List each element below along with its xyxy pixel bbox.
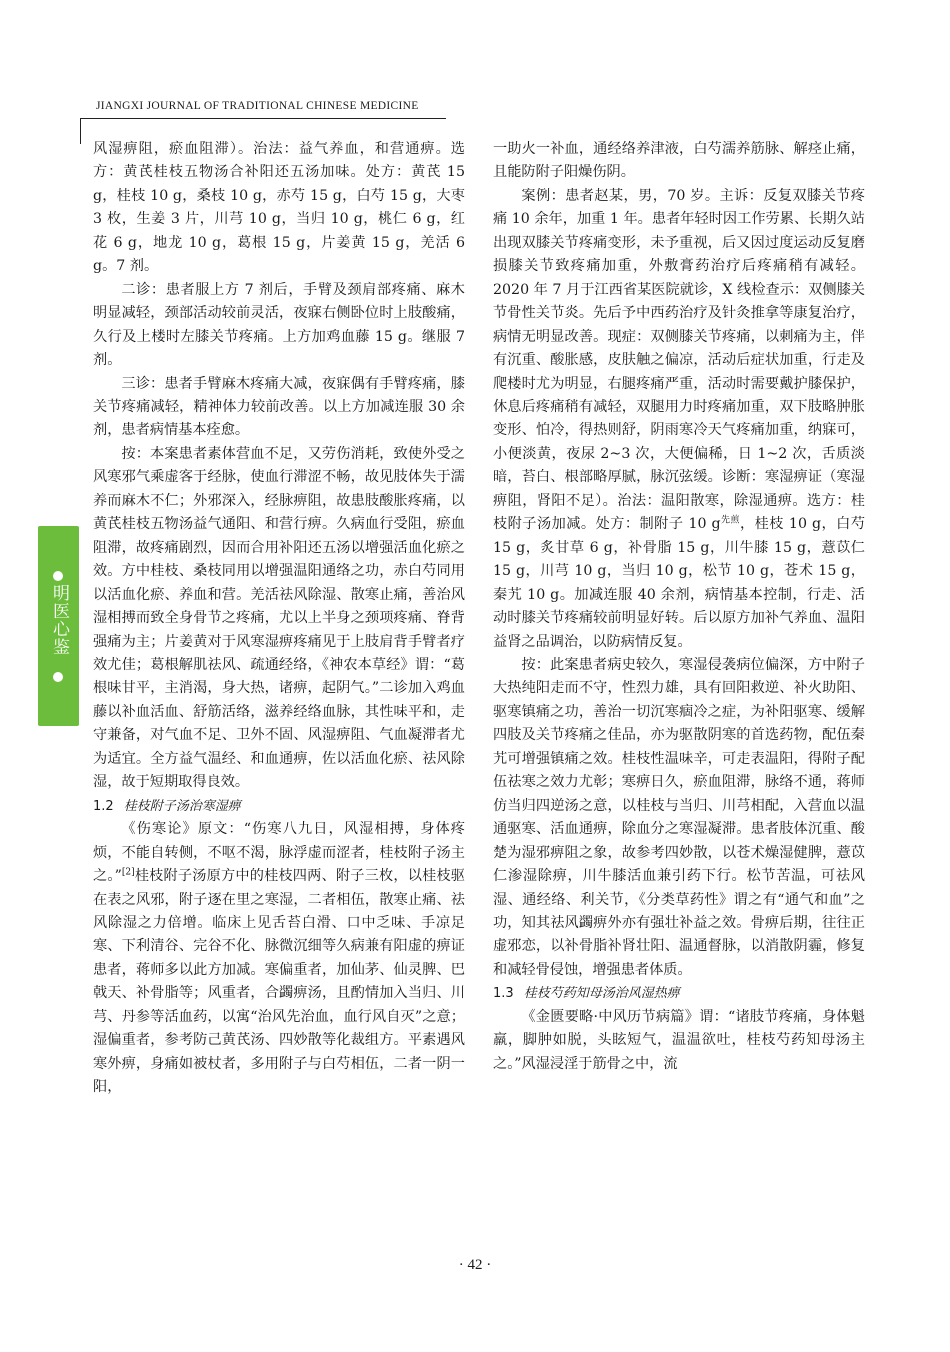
paragraph-text: 案例：患者赵某，男，70 岁。主诉：反复双膝关节疼痛 10 余年，加重 1 年。患者年轻时因工作劳累、长期久站出现双膝关节疼痛变形，未予重视，后又因过度运动反复磨损膝关节致疼痛加重，外敷膏药治疗后疼痛稍有减轻。2020 年 7 月于江西省某医院就诊，X 线检查示：双侧膝关节骨性关节炎。先后予中西药治疗及针灸推拿等康复治疗，病情无明显改善。现症：双侧膝关节疼痛，以刺痛为主，伴有沉重、酸胀感，皮肤触之偏凉，活动后症状加重，行走及爬楼时尤为明显，右腿疼痛严重，活动时需要戴护膝保护，休息后疼痛稍有减轻，双腿用力时疼痛加重，双下肢略肿胀变形、怕冷，得热则舒，阴雨寒冷天气疼痛加重，纳寐可，小便淡黄，夜尿 2~3 次，大便偏稀，日 1~2 次，舌质淡暗，苔白、根部略厚腻，脉沉弦缓。诊断：寒湿痹证（寒湿痹阻，肾阳不足）。治法：温阳散寒，除湿通痹。选方：桂枝附子汤加减。处方：制附子 10 g — [493, 187, 865, 533]
right-column — [493, 138, 865, 1076]
journal-header: JIANGXI JOURNAL OF TRADITIONAL CHINESE MEDICINE — [96, 100, 419, 112]
header-rule — [80, 118, 446, 119]
paragraph: 风湿痹阻，瘀血阻滞）。治法：益气养血，和营通痹。选方：黄芪桂枝五物汤合补阳还五汤加味。处方：黄芪 15 g，桂枝 10 g，桑枝 10 g，赤芍 15 g，白芍 15 g，大枣 3 枚，生姜 3 片，川芎 10 g，当归 10 g，桃仁 6 g，红花 6 g，地龙 10 g，葛根 15 g，片姜黄 15 g，羌活 6 g。7 剂。 — [93, 141, 465, 275]
paragraph: 按：此案患者病史较久，寒湿侵袭病位偏深，方中附子大热纯阳走而不守，性烈力雄，具有回阳救逆、补火助阳、驱寒镇痛之功，善治一切沉寒痼冷之症，为补阳驱寒、缓解四肢及关节疼痛之佳品，亦为驱散阴寒的首选药物，配伍秦艽可增强镇痛之效。桂枝性温味辛，可走表温阳，得附子配伍祛寒之效力尤彰；寒痹日久，瘀血阻滞，脉络不通，蒋师仿当归四逆汤之意，以桂枝与当归、川芎相配，入营血以温通驱寒、活血通痹，除血分之寒湿凝滞。患者肢体沉重、酸楚为湿邪痹阻之象，故参考四妙散，以苍术燥湿健脾，薏苡仁渗湿除痹，川牛膝活血兼引药下行。松节苦温，可祛风湿、通经络、利关节，《分类草药性》谓之有“通气和血”之功，知其祛风蠲痹外亦有强壮补益之效。骨痹后期，往往正虚邪恋，以补骨脂补肾壮阳、温通督脉，以消散阴霾，修复和减轻骨侵蚀，增强患者体质。 — [493, 656, 865, 978]
section-title: 桂枝附子汤治寒湿痹 — [123, 798, 241, 814]
section-title: 桂枝芍药知母汤治风湿热痹 — [523, 986, 680, 1002]
paragraph: 按：本案患者素体营血不足，又劳伤消耗，致使外受之风寒邪气乘虚客于经脉，使血行滞涩不畅，故见肢体失于濡养而麻木不仁；外邪深入，经脉痹阻，故患肢酸胀疼痛，以黄芪桂枝五物汤益气通阳、和营行痹。久病血行受阻，瘀血阻滞，故疼痛剧烈，因而合用补阳还五汤以增强活血化瘀之效。方中桂枝、桑枝同用以增强温阳通络之功，赤白芍同用以活血化瘀、养血和营。羌活祛风除湿、散寒止痛，善治风湿相搏而致全身骨节之疼痛，尤以上半身之颈项疼痛、脊背强痛为主；片姜黄对于风寒湿痹疼痛见于上肢肩背手臂者疗效尤佳；葛根解肌祛风、疏通经络，《神农本草经》谓：“葛根味甘平，主消渴，身大热，诸痹，起阴气。”二诊加入鸡血藤以补血活血、舒筋活络，滋养经络血脉，其性味平和，走守兼备，对气血不足、卫外不固、风湿痹阻、气血凝滞者尤为适宜。全方益气温经、和血通痹，佐以活血化瘀、祛风除湿，故于短期取得良效。 — [93, 445, 465, 791]
citation-ref: [2] — [121, 867, 135, 878]
paragraph-text: 《伤寒论》原文：“伤寒八九日，风湿相搏，身体疼烦，不能自转侧，不呕不渴，脉浮虚而涩者，桂枝附子汤主之。” — [93, 821, 465, 885]
tab-dot-icon — [53, 672, 63, 682]
section-number: 1.2 — [93, 798, 114, 814]
paragraph — [493, 185, 865, 654]
left-column — [93, 138, 465, 1100]
tab-dot-icon — [53, 571, 63, 581]
header-vertical-rule — [80, 118, 81, 144]
section-number: 1.3 — [493, 986, 514, 1002]
paragraph: 二诊：患者服上方 7 剂后，手臂及颈肩部疼痛、麻木明显减轻，颈部活动较前灵活，夜寐右侧卧位时上肢酸痛，久行及上楼时左膝关节疼痛。上方加鸡血藤 15 g。继服 7 剂。 — [93, 281, 465, 369]
page-number: · 42 · — [458, 1257, 492, 1273]
paragraph: 《金匮要略·中风历节病篇》谓：“诸肢节疼痛，身体魁羸，脚肿如脱，头眩短气，温温欲吐，桂枝芍药知母汤主之。”风湿浸淫于筋骨之中，流 — [493, 1008, 865, 1072]
paragraph — [93, 818, 465, 1099]
superscript-note: 先煎 — [720, 515, 740, 526]
paragraph: 三诊：患者手臂麻木疼痛大减，夜寐偶有手臂疼痛，膝关节疼痛减轻，精神体力较前改善。以上方加减连服 30 余剂，患者病情基本痊愈。 — [93, 375, 465, 439]
section-side-tab — [38, 526, 79, 726]
section-heading — [93, 795, 465, 818]
side-tab-label: 明医心鉴 — [49, 584, 69, 656]
paragraph-text: 桂枝附子汤原方中的桂枝四两、附子三枚，以桂枝驱在表之风邪，附子逐在里之寒湿，二者相伍，散寒止痛、祛风除湿之力倍增。临床上见舌苔白滑、口中乏味、手凉足寒、下利清谷、完谷不化、脉微沉细等久病兼有阳虚的痹证患者，蒋师多以此方加减。寒偏重者，加仙茅、仙灵脾、巴戟天、补骨脂等；风重者，合蠲痹汤，且酌情加入当归、川芎、丹参等活血药，以寓“治风先治血，血行风自灭”之意；湿偏重者，参考防己黄芪汤、四妙散等化裁组方。平素遇风寒外痹，身痛如被杖者，多用附子与白芍相伍，二者一阴一阳， — [93, 868, 465, 1096]
section-heading — [493, 982, 865, 1005]
paragraph: 一助火一补血，通经络养津液，白芍濡养筋脉、解痉止痛，且能防附子阳燥伤阴。 — [493, 141, 865, 181]
paragraph-text: ，桂枝 10 g，白芍 15 g，炙甘草 6 g，补骨脂 15 g，川牛膝 15 g，薏苡仁 15 g，川芎 10 g，当归 10 g，松节 10 g，苍术 15 g，秦艽 10 g。加减连服 40 余剂，病情基本控制，行走、活动时膝关节疼痛较前明显好转。后以原方加补气养血、温阳益肾之品调治，以防病情反复。 — [493, 516, 866, 650]
